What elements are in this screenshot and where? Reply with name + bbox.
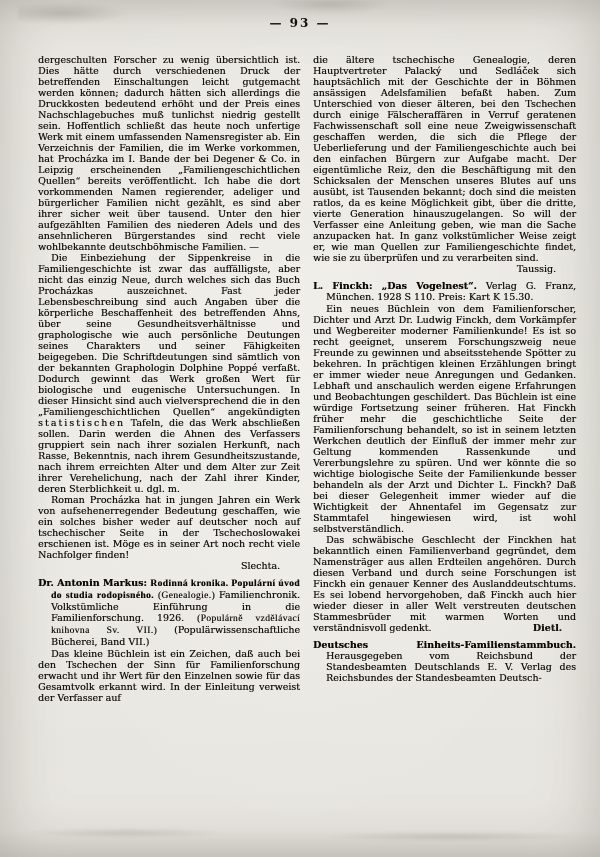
- entry-title-segment: Rodinná kronika. Populární úvod do studia rodopisného.: [51, 579, 300, 601]
- text-segment: (Populärwissenschaftliche Bücherei, Band VII.): [51, 625, 300, 648]
- text-segment: (Genealogie.): [153, 591, 219, 601]
- text-segment: Verlag G. Franz, München. 1928 S 110. Preis: Kart K 15.30.: [326, 281, 576, 303]
- paragraph: die ältere tschechische Genealogie, deren Hauptvertreter Palacký und Sedláček sich hauptsächlich mit der Geschichte der in Böhmen ansässigen Adelsfamilien befaßt haben. Zum Unterschied von dieser älteren, bei den Tschechen durch einige Fälscheraffären in Verruf geratenen Fachwissenschaft soll eine neue Zweigwissenschaft geschaffen werden, die sich die Pflege der Ueberlieferung und der Familiengeschichte auch bei den einfachen Bürgern zur Aufgabe macht. Der eigentümliche Reiz, den die Beschäftigung mit den Schicksalen der Menschen unseres Blutes auf uns ausübt, ist Tausenden bekannt; doch sind die meisten ratlos, da es keine Möglichkeit gibt, über die dritte, vierte Generation hinauszugelangen. So will der Verfasser eine Anleitung geben, wie man die Sache anzupacken hat. In ganz volkstümlicher Weise zeigt er, wie man Quellen zur Familiengeschichte findet, wie sie zu überprüfen und zu verarbeiten sind.: [313, 55, 576, 264]
- entry-title-segment: L. Finckh: „Das Vogelnest“.: [313, 281, 477, 292]
- scan-artifact: [330, 832, 570, 841]
- text-segment: Die Einbeziehung der Sippenkreise in die Familiengeschichte ist zwar das auffälligste, aber nicht das einzig Neue, durch welches sich das Buch Procházkas auszeichnet. Fast jeder Lebensbeschreibung sind auch Angaben über die körperliche Beschaffenheit des betreffenden Ahns, über seine Gesundheitsverhältnisse und graphologische wie auch persönliche Deutungen seines Charakters und seiner Fähigkeiten beigegeben. Die Schriftdeutungen sind sämtlich von der bekannten Graphologin Dolphine Poppé verfaßt. Dodurch gewinnt das Werk großen Wert für biologische und eugenische Untersuchungen. In dieser Hinsicht sind auch vielversprechend die in den „Familiengeschichtlichen Quellen“ angekündigten: [38, 253, 300, 418]
- paragraph: Roman Procházka hat in jungen Jahren ein Werk von aufsehenerregender Bedeutung geschaffen, wie ein solches bisher weder auf deutscher noch auf tschechischer Seite in der Tschechoslowakei erschienen ist. Möge es in seiner Art noch recht viele Nachfolger finden!: [38, 495, 300, 561]
- paragraph: [38, 253, 300, 495]
- paragraph: Ein neues Büchlein von dem Familienforscher, Dichter und Arzt Dr. Ludwig Finckh, dem Vorkämpfer und Wegbereiter moderner Familienkunde! Es ist so recht geeignet, unserem Forschungszweig neue Freunde zu gewinnen und abseitsstehende Spötter zu bekehren. In prächtigen kleinen Erzählungen bringt er immer wieder neue Anregungen und Gedanken. Lebhaft und anschaulich werden eigene Erfahrungen und Beobachtungen geschildert. Das Büchlein ist eine würdige Fortsetzung seiner früheren. Hat Finckh früher mehr die geschichtliche Seite der Familienforschung behandelt, so ist in seinem letzten Werkchen deutlich der Einfluß der immer mehr zur Geltung kommenden Rassenkunde und Vererbungslehre zu spüren. Und wer könnte die so wichtige biologische Seite der Familienkunde besser behandeln als der Arzt und Dichter L. Finckh? Daß bei dieser Gelegenheit immer wieder auf die Wichtigkeit der Ahnentafel im Gegensatz zur Stammtafel hingewiesen wird, ist wohl selbstverständlich.: [313, 304, 576, 535]
- text-segment: Tafeln, die das Werk abschließen sollen. Darin werden die Ahnen des Verfassers gruppiert sein nach ihrer sozialen Herkunft, nach Rasse, Bekenntnis, nach ihrem Gesundheitszustande, nach ihrem erreichten Alter und dem Alter zur Zeit ihrer Verehelichung, nach der Zahl ihrer Kinder, deren Sterblichkeit u. dgl. m.: [38, 418, 300, 495]
- page-number: — 93 —: [269, 16, 331, 30]
- text-segment: Familienchronik. Volkstümliche Einführung in die Familienforschung. 1926.: [51, 590, 300, 624]
- reviewer-signature: Dietl.: [532, 623, 562, 634]
- reviewer-signature: Taussig.: [516, 264, 556, 275]
- scan-artifact: [30, 828, 220, 838]
- text-segment: (Populárně vzdělávací knihovna Sv. VII.): [51, 614, 300, 636]
- bibliography-entry: [313, 640, 576, 684]
- bibliography-entry: [38, 578, 300, 648]
- entry-title-segment: Dr. Antonin Markus:: [38, 578, 151, 589]
- paragraph: Das kleine Büchlein ist ein Zeichen, daß auch bei den Tschechen der Sinn für Familienforschung erwacht und ihr Wert für den Einzelnen sowie für das Gesamtvolk erkannt wird. In der Einleitung verweist der Verfasser auf: [38, 649, 300, 704]
- text-segment: Herausgegeben vom Reichsbund der Standesbeamten Deutschlands E. V. Verlag des Reichsbundes der Standesbeamten Deutsch-: [326, 651, 576, 684]
- paragraph: Das schwäbische Geschlecht der Finckhen hat bekanntlich einen Familienverband gegründet, dem Namensträger aus allen Erdteilen angehören. Durch diesen Verband und durch seine Forschungen ist Finckh ein genauer Kenner des Auslanddeutschtums. Es sei lobend hervorgehoben, daß Finckh auch hier wieder dieser in aller Welt verstreuten deutschen Stammesbrüder mit warmen Worten und verständnisvoll gedenkt. Dietl.: [313, 535, 576, 634]
- entry-title-segment: Deutsches Einheits-Familienstammbuch.: [313, 640, 576, 651]
- reviewer-signature: Slechta.: [240, 561, 280, 572]
- scan-artifact: [270, 0, 390, 14]
- bibliography-entry: [313, 281, 576, 303]
- text-column-left: [38, 55, 300, 704]
- paragraph: dergeschulten Forscher zu wenig übersichtlich ist. Dies hätte durch verschiedenen Druck der betreffenden Einschaltungen leicht gutgemacht werden können; dadurch hätten sich allerdings die Druckkosten bedeutend erhöht und der Preis eines Nachschlagebuches muß tunlichst niedrig gestellt sein. Hoffentlich schließt das heute noch unfertige Werk mit einem umfassenden Namensregister ab. Ein Verzeichnis der Familien, die im Werke vorkommen, hat Procházka im I. Bande der bei Degener & Co. in Leipzig erscheinenden „Familiengeschichtlichen Quellen“ bereits veröffentlicht. Ich habe die dort vorkommenden Namen regierender, adeliger und bürgerlicher Familien nicht gezählt, es sind aber ihrer sicher weit über tausend. Unter den hier aufgezählten Familien des niederen Adels und des ansehnlicheren Bürgerstandes sind recht viele wohlbekannte deutschböhmische Familien. —: [38, 55, 300, 253]
- text-column-right: [313, 55, 576, 685]
- text-segment: statistischen: [38, 418, 125, 429]
